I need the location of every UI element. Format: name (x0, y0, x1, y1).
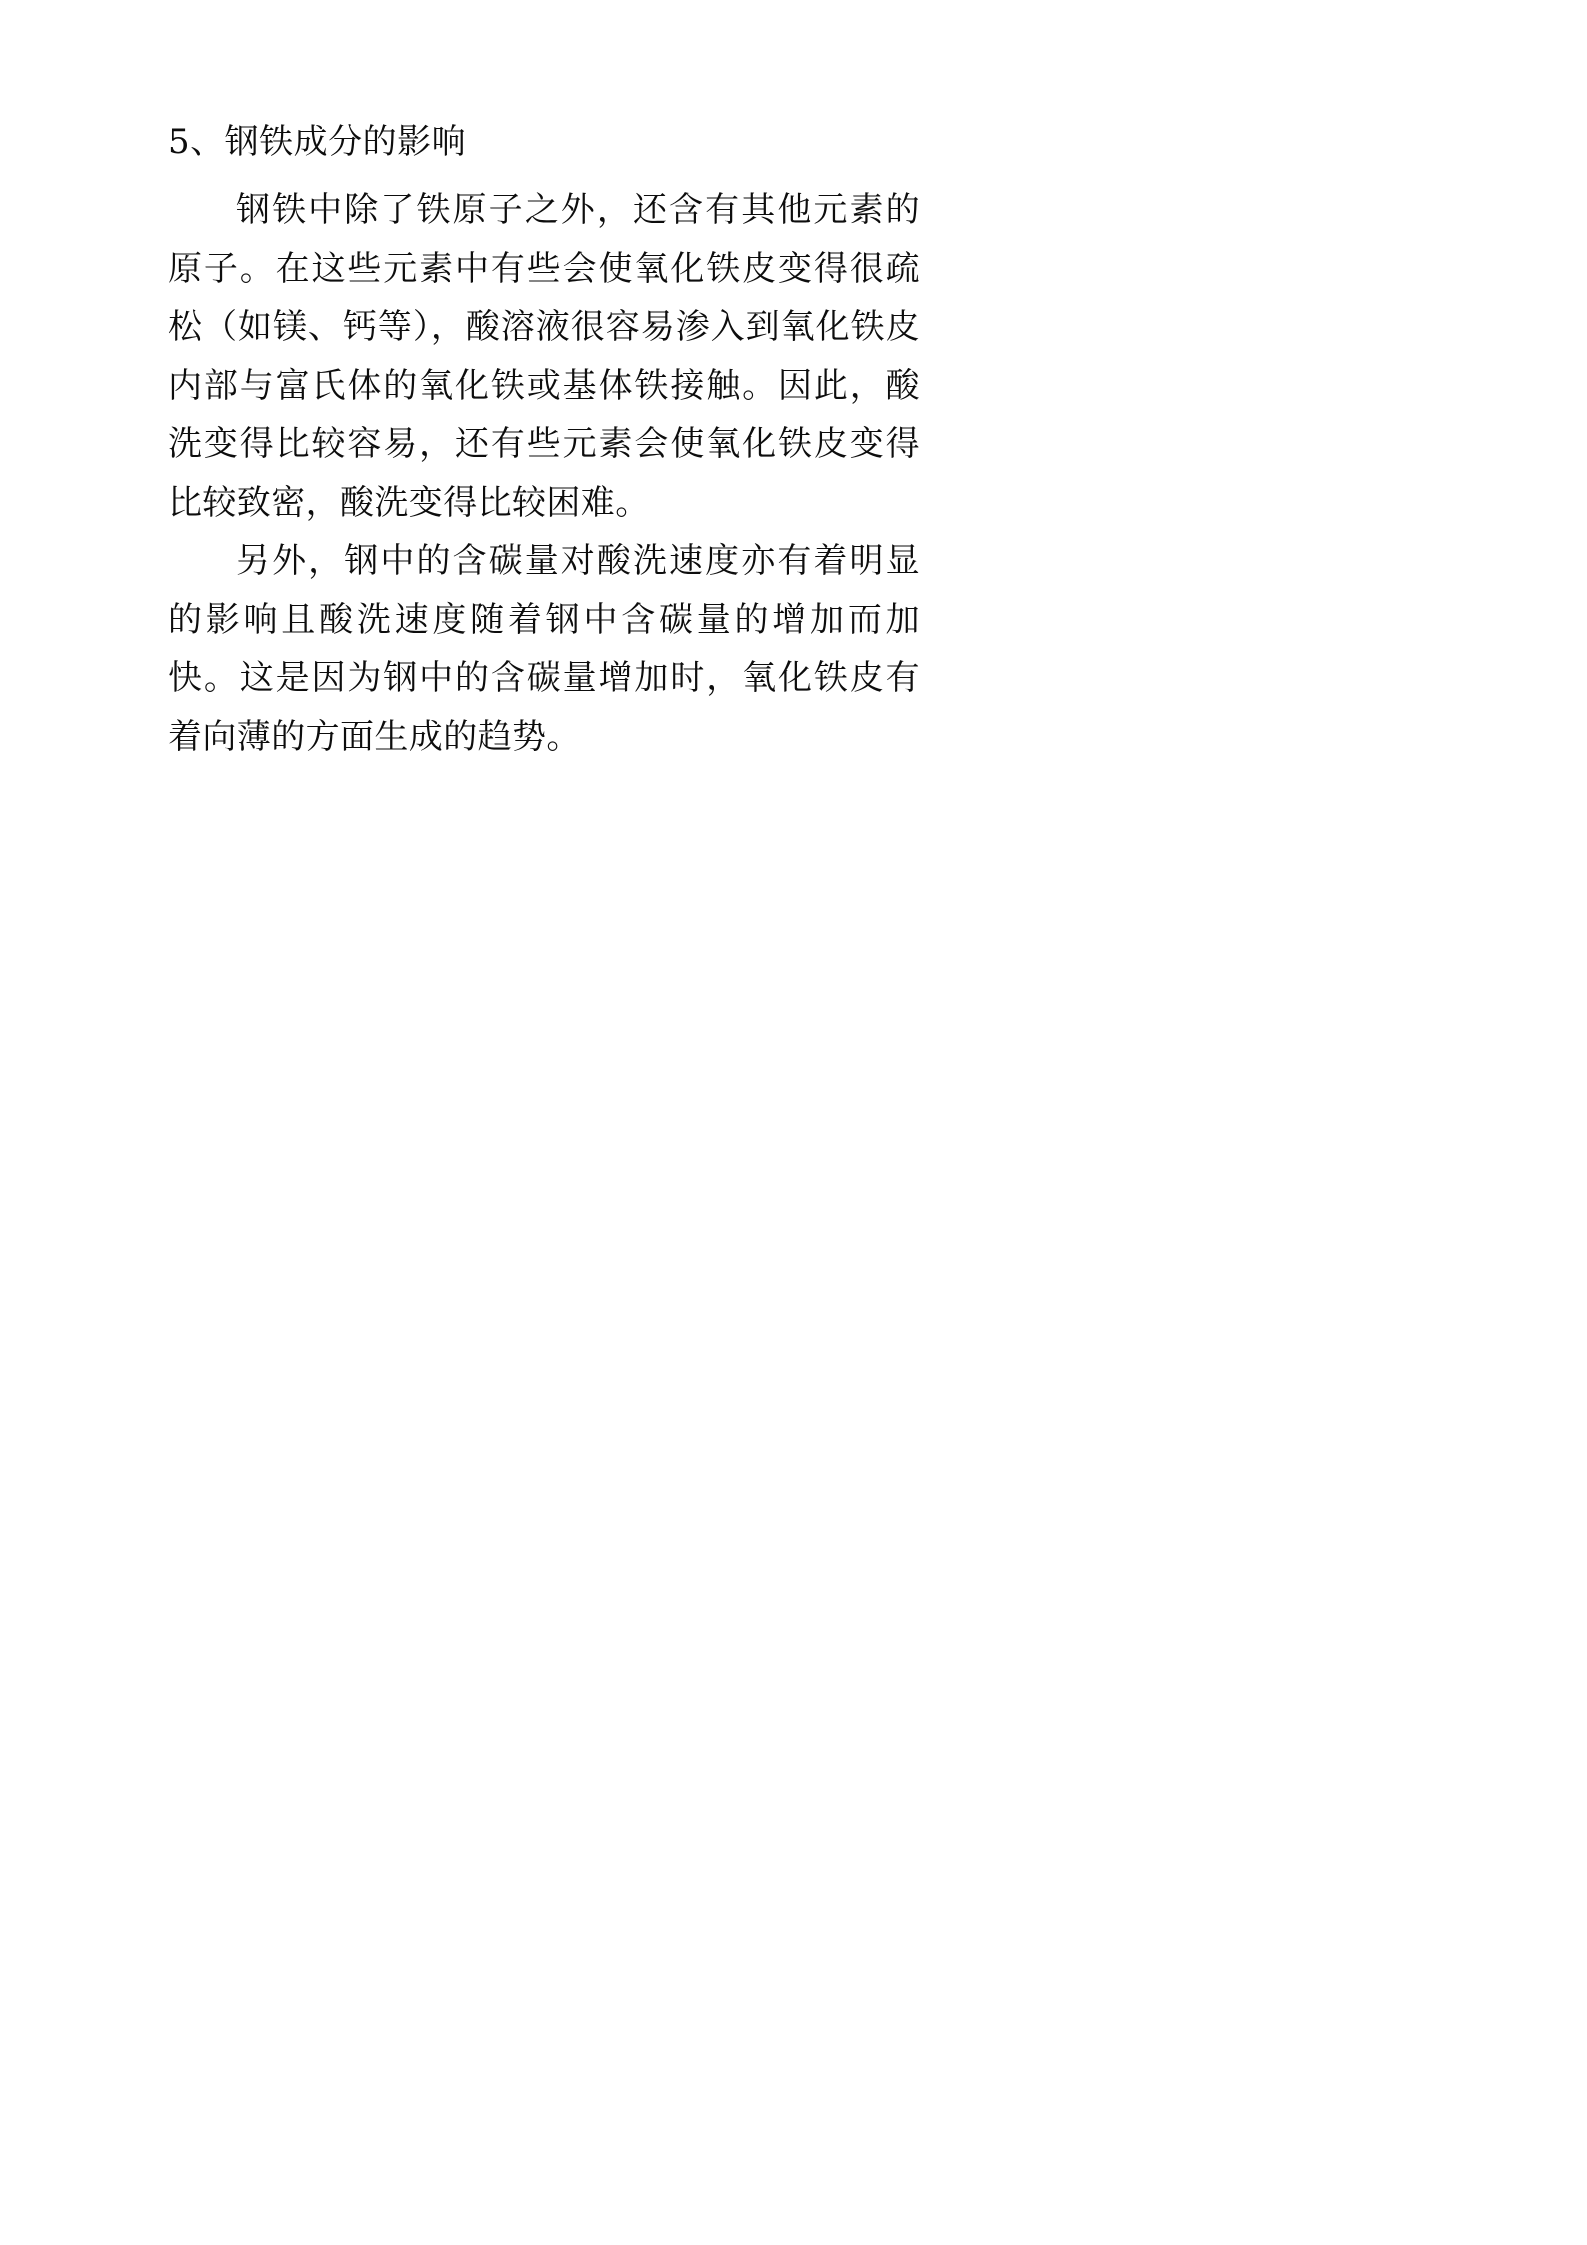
section-heading: 5、钢铁成分的影响 (168, 122, 467, 162)
paragraph-1: 钢铁中除了铁原子之外，还含有其他元素的原子。在这些元素中有些会使氧化铁皮变得很疏松（如镁、钙等），酸溶液很容易渗入到氧化铁皮内部与富氏体的氧化铁或基体铁接触。因此，酸洗变得比较容易，还有些元素会使氧化铁皮变得比较致密，酸洗变得比较困难。 (168, 190, 920, 523)
paragraph-2: 另外，钢中的含碳量对酸洗速度亦有着明显的影响且酸洗速度随着钢中含碳量的增加而加快。这是因为钢中的含碳量增加时，氧化铁皮有着向薄的方面生成的趋势。 (168, 541, 920, 757)
document-body (168, 118, 1418, 766)
